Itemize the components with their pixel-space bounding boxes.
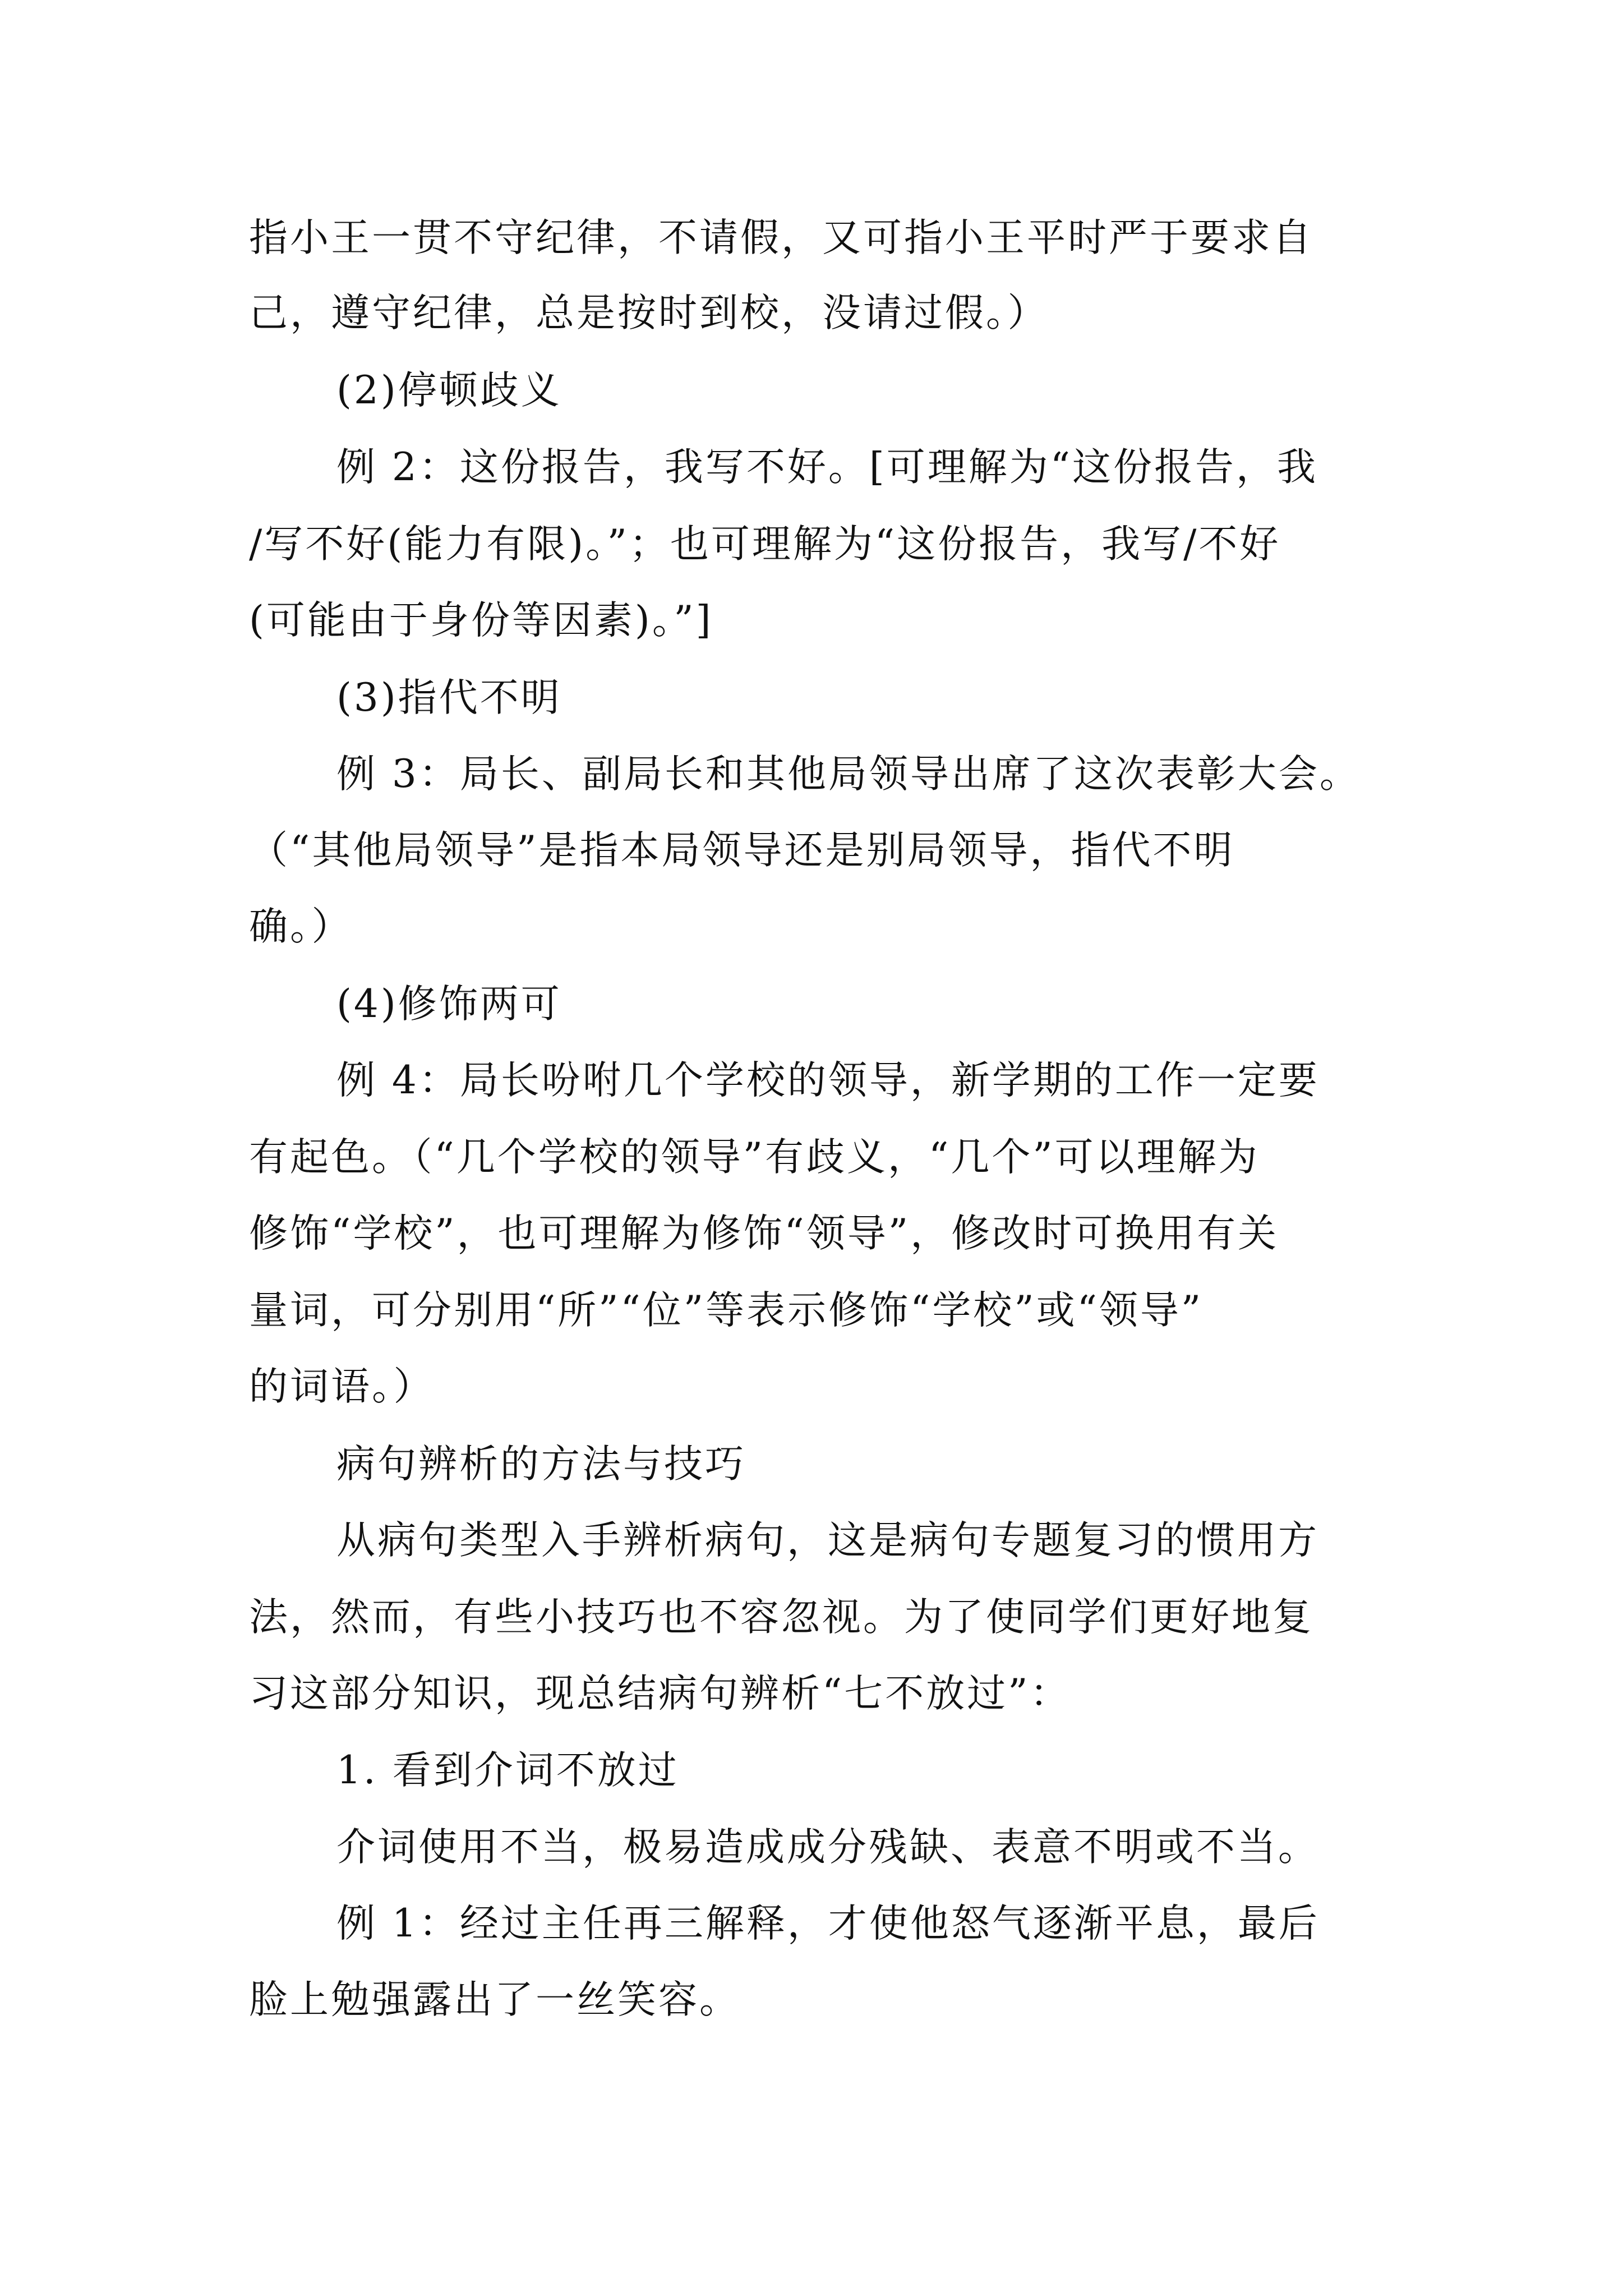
text-line: 法，然而，有些小技巧也不容忽视。为了使同学们更好地复 — [249, 1595, 1313, 1640]
section-heading: (2)停顿歧义 — [336, 368, 562, 413]
text-line: （“其他局领导”是指本局领导还是别局领导，指代不明 — [249, 828, 1235, 873]
text-line: 习这部分知识，现总结病句辨析“七不放过”： — [249, 1671, 1071, 1716]
text-line: 己，遵守纪律，总是按时到校，没请过假。） — [249, 291, 1049, 335]
section-heading: 病句辨析的方法与技巧 — [336, 1442, 746, 1487]
text-line: 量词，可分别用“所”“位”等表示修饰“学校”或“领导” — [249, 1288, 1204, 1333]
text-line: 例 3：局长、副局长和其他局领导出席了这次表彰大会。 — [336, 752, 1361, 797]
text-line: 从病句类型入手辨析病句，这是病句专题复习的惯用方 — [336, 1518, 1319, 1563]
text-line: 例 2：这份报告，我写不好。[可理解为“这份报告，我 — [336, 445, 1318, 490]
text-line: 例 4：局长吩咐几个学校的领导，新学期的工作一定要 — [336, 1058, 1320, 1103]
text-line: 有起色。（“几个学校的领导”有歧义，“几个”可以理解为 — [249, 1135, 1260, 1180]
text-line: 脸上勉强露出了一丝笑容。 — [249, 1977, 740, 2022]
text-line: (可能由于身份等因素)。”] — [249, 598, 713, 643]
text-line: 指小王一贯不守纪律，不请假，又可指小王平时严于要求自 — [249, 215, 1313, 260]
section-heading: 1. 看到介词不放过 — [336, 1748, 679, 1793]
text-line: 例 1：经过主任再三解释，才使他怒气逐渐平息，最后 — [336, 1901, 1320, 1946]
section-heading: (3)指代不明 — [336, 675, 562, 720]
text-line: 修饰“学校”，也可理解为修饰“领导”，修改时可换用有关 — [249, 1211, 1279, 1256]
text-line: 介词使用不当，极易造成成分残缺、表意不明或不当。 — [336, 1825, 1319, 1870]
text-line: 确。） — [249, 904, 353, 949]
text-line: 的词语。） — [249, 1364, 435, 1409]
section-heading: (4)修饰两可 — [336, 982, 562, 1027]
text-line: /写不好(能力有限)。”；也可理解为“这份报告，我写/不好 — [249, 522, 1281, 567]
